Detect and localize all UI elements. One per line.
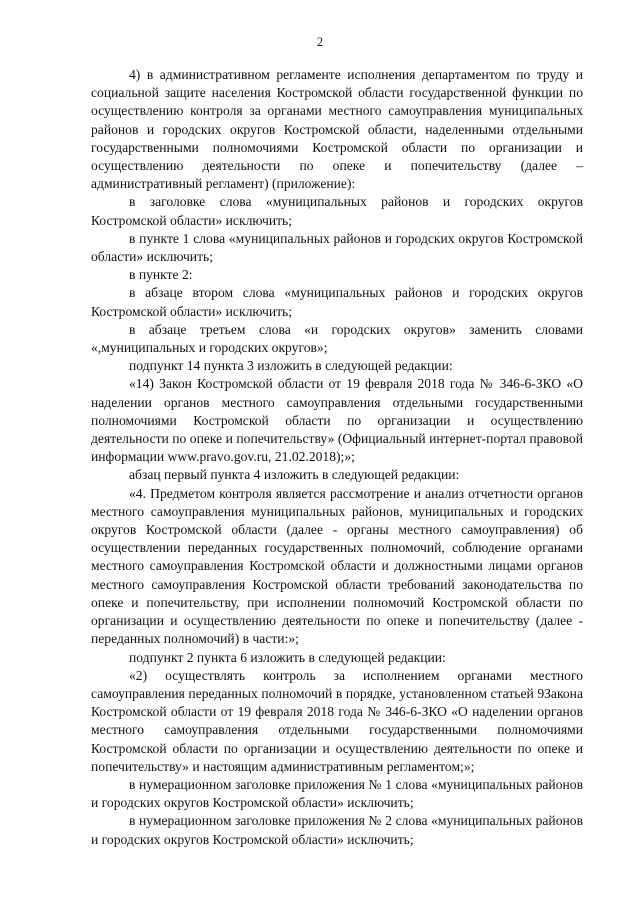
paragraph-appendix-1: в нумерационном заголовке приложения № 1 слова «муниципальных районов и городских округов Костромской области» исключить; (91, 776, 583, 811)
paragraph-title-change: в заголовке слова «муниципальных районов и городских округов Костромской области» исключить; (91, 194, 583, 228)
paragraph-point-4: абзац первый пункта 4 изложить в следующей редакции: (129, 467, 460, 483)
paragraph-point-1: в пункте 1 слова «муниципальных районов и городских округов Костромской области» исключить; (91, 230, 583, 265)
paragraph-point-6-text: «2) осуществлять контроль за исполнением органами местного самоуправления переданных полномочий в порядке, установленном статьей 9Закона Костромской области от 19 февраля 2018 года № 346-6-ЗКО «О наделении органов местного самоуправления отдельными государственными полномочиями Костромской области по организации и осуществлению деятельности по опеке и попечительству» и настоящим административным регламентом;»; (91, 667, 583, 774)
paragraph-item-4: 4) в административном регламенте исполнения департаментом по труду и социальной защите населения Костромской области государственной функции по осуществлению контроля за органами местного самоуправления муниципальных районов и городских округов Костромской области, наделенными отдельными государственными полномочиями Костромской области по организации и осуществлению деятельности по опеке и попечительству (далее – административный регламент) (приложение): (91, 67, 583, 192)
paragraph-point-2: в пункте 2: (129, 267, 193, 283)
paragraph-appendix-2: в нумерационном заголовке приложения № 2 слова «муниципальных районов и городских округов Костромской области» исключить; (91, 813, 583, 847)
page-number: 2 (316, 35, 324, 49)
paragraph-point-6: подпункт 2 пункта 6 изложить в следующей редакции: (129, 649, 446, 665)
paragraph-subpoint-14: подпункт 14 пункта 3 изложить в следующей редакции: (129, 358, 453, 374)
paragraph-subpoint-14-text: «14) Закон Костромской области от 19 февраля 2018 года № 346-6-ЗКО «О наделении органов местного самоуправления отдельными государственными полномочиями Костромской области по организации и осуществлению деятельности по опеке и попечительству» (Официальный интернет-портал правовой информации www.pravo.gov.ru, 21.02.2018);»; (91, 376, 583, 465)
document-body (91, 66, 583, 849)
paragraph-point-2-second: в абзаце втором слова «муниципальных районов и городских округов Костромской области» исключить; (91, 285, 583, 319)
paragraph-point-2-third: в абзаце третьем слова «и городских округов» заменить словами «,муниципальных и городских округов»; (91, 321, 583, 356)
paragraph-point-4-text: «4. Предметом контроля является рассмотрение и анализ отчетности органов местного самоуправления муниципальных районов, муниципальных и городских округов Костромской области (далее - органы местного самоуправления) об осуществлении переданных государственных полномочий, соблюдение органами местного самоуправления Костромской области и должностными лицами органов местного самоуправления Костромской области требований законодательства по опеке и попечительству, при исполнении полномочий Костромской области по организации и осуществлению деятельности по опеке и попечительству (далее - переданных полномочий) в части:»; (91, 485, 583, 647)
